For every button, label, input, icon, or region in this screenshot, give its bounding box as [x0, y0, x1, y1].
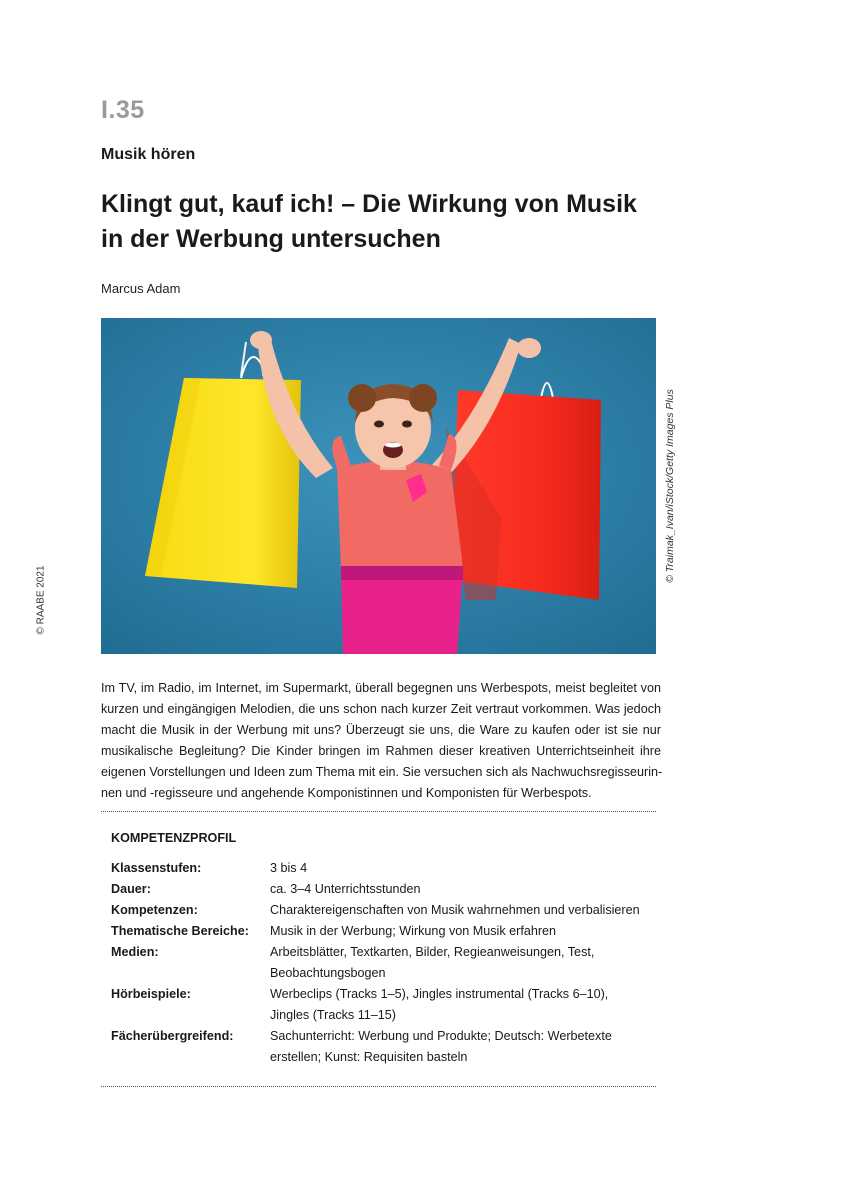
kp-value: Jingles (Tracks 11–15): [270, 1008, 396, 1022]
kp-row-faecheruebergreifend: [111, 1026, 661, 1068]
side-copyright: © RAABE 2021: [35, 565, 47, 635]
section-label: Musik hören: [101, 146, 196, 163]
kp-row-hoerbeispiele: [111, 984, 661, 1026]
intro-line: musikalische Begleitung? Die Kinder bringen im Rahmen dieser kreativen Unterrichtseinheit ihre: [101, 744, 661, 758]
kp-label: Fächerübergreifend:: [111, 1029, 234, 1043]
kompetenzprofil-heading: KOMPETENZPROFIL: [111, 831, 237, 845]
kp-row-medien: [111, 942, 661, 984]
intro-line: eigenen Vorstellungen und Ideen zum Thema mit ein. Sie versuchen sich als Nachwuchsregisseurin-: [101, 765, 663, 779]
photo-credit: © Traimak_Ivan/iStock/Getty Images Plus: [664, 389, 676, 583]
kp-value: Beobachtungsbogen: [270, 966, 386, 980]
kp-value: Werbeclips (Tracks 1–5), Jingles instrumental (Tracks 6–10),: [270, 987, 609, 1001]
kp-row-thematische-bereiche: [111, 921, 661, 942]
intro-paragraph: [101, 678, 661, 804]
kp-value: Charaktereigenschaften von Musik wahrnehmen und verbalisieren: [270, 903, 640, 917]
intro-line: Im TV, im Radio, im Internet, im Supermarkt, überall begegnen uns Werbespots, meist begleitet von: [101, 681, 661, 695]
kp-label: Medien:: [111, 945, 159, 959]
kp-value: Arbeitsblätter, Textkarten, Bilder, Regieanweisungen, Test,: [270, 945, 595, 959]
kp-label: Dauer:: [111, 882, 151, 896]
kp-value: erstellen; Kunst: Requisiten basteln: [270, 1050, 468, 1064]
kp-row-kompetenzen: [111, 900, 661, 921]
title-line-1: Klingt gut, kauf ich! – Die Wirkung von Musik: [101, 190, 637, 218]
kp-value: ca. 3–4 Unterrichtsstunden: [270, 882, 421, 896]
kp-row-klassenstufen: [111, 858, 661, 879]
kp-label: Hörbeispiele:: [111, 987, 191, 1001]
cover-photo: [101, 318, 656, 654]
kp-label: Klassenstufen:: [111, 861, 202, 875]
intro-line: nen und -regisseure und angehende Komponistinnen und Komponisten für Werbespots.: [101, 786, 592, 800]
page-title: [101, 187, 661, 257]
kp-value: 3 bis 4: [270, 861, 308, 875]
kompetenzprofil-table: [111, 858, 661, 1068]
divider-top: [101, 811, 656, 812]
kp-value: Sachunterricht: Werbung und Produkte; Deutsch: Werbetexte: [270, 1029, 612, 1043]
kp-value: Musik in der Werbung; Wirkung von Musik erfahren: [270, 924, 557, 938]
divider-bottom: [101, 1086, 656, 1087]
unit-number: I.35: [101, 96, 145, 124]
title-line-2: in der Werbung untersuchen: [101, 225, 441, 253]
author-name: Marcus Adam: [101, 281, 181, 296]
kp-row-dauer: [111, 879, 661, 900]
kp-label: Kompetenzen:: [111, 903, 198, 917]
intro-line: kurzen und eingängigen Melodien, die uns schon nach kurzer Zeit vertraut vorkommen. Was jedoch: [101, 702, 661, 716]
intro-line: macht die Musik in der Werbung mit uns? Überzeugt sie uns, die Ware zu kaufen oder ist sie nur: [101, 723, 661, 737]
kp-label: Thematische Bereiche:: [111, 924, 249, 938]
